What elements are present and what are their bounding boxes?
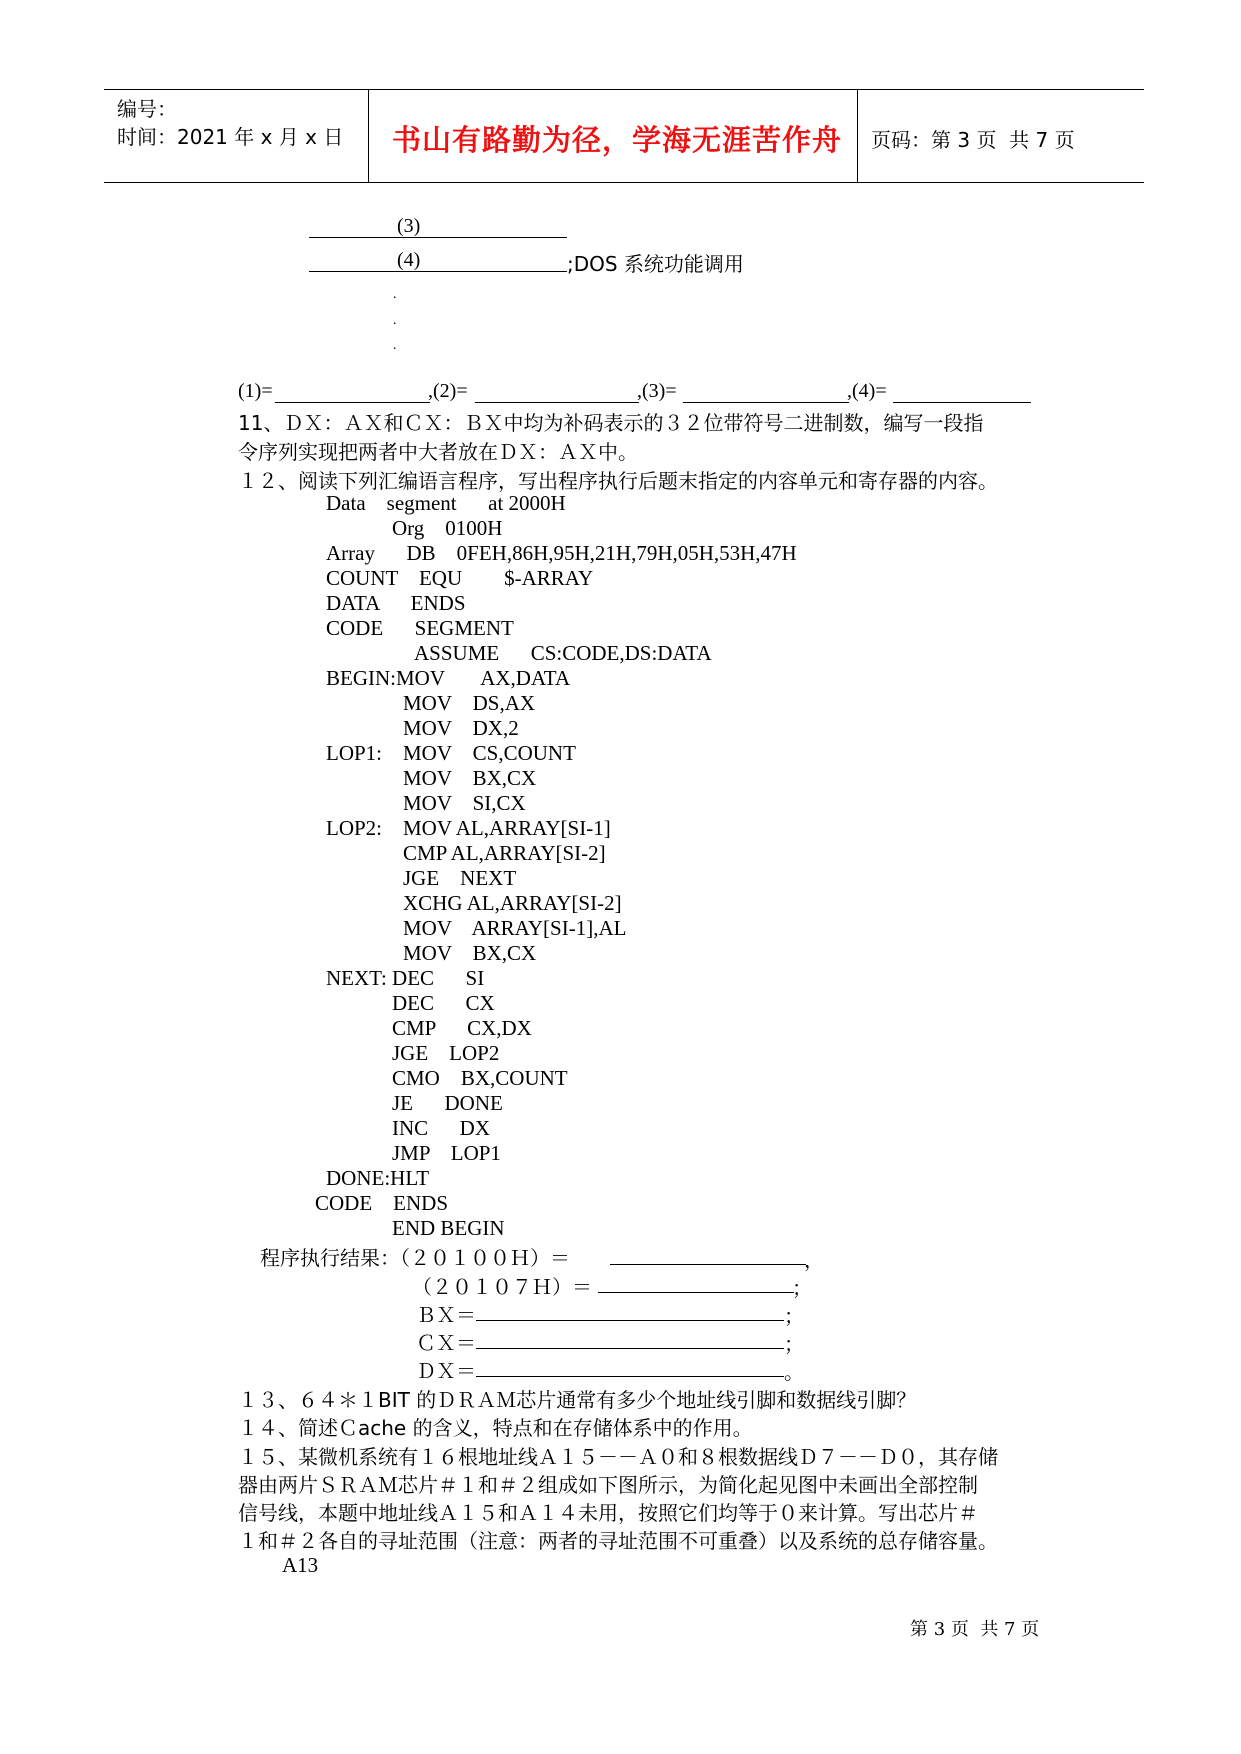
q12-intro: １２、阅读下列汇编语言程序，写出程序执行后题末指定的内容单元和寄存器的内容。 — [238, 469, 998, 493]
q15-line3: 信号线，本题中地址线Ａ１５和Ａ１４未用，按照它们均等于０来计算。写出芯片＃ — [238, 1501, 978, 1525]
code-line: DATA ENDS — [326, 591, 466, 615]
result-dx-label: ＤＸ＝ — [416, 1359, 476, 1383]
code-line: MOV SI,CX — [403, 791, 526, 815]
fill-comment-4: ;DOS 系统功能调用 — [567, 252, 744, 276]
result-bx-end: ； — [784, 1304, 804, 1328]
result-label: 程序执行结果：（２０１００Ｈ）＝ — [260, 1246, 570, 1270]
result-cx-label: ＣＸ＝ — [416, 1331, 476, 1355]
fill-label-3: (3) — [397, 215, 421, 237]
code-line: BEGIN:MOV AX,DATA — [326, 666, 571, 690]
blank-line-3 — [309, 237, 567, 238]
header-divider-left — [368, 89, 369, 183]
answer-label-1: (1)= — [238, 380, 273, 402]
q15-diagram-a13: A13 — [282, 1553, 319, 1577]
code-line: ASSUME CS:CODE,DS:DATA — [414, 641, 712, 665]
result-blank-cx — [476, 1348, 784, 1349]
result-20107h-label: （２０１０７Ｈ）＝ — [412, 1275, 592, 1299]
answer-label-3: ,(3)= — [637, 380, 677, 402]
code-line: Data segment at 2000H — [326, 491, 566, 515]
answer-label-4: ,(4)= — [847, 380, 887, 402]
q11-line2: 令序列实现把两者中大者放在ＤＸ：ＡＸ中。 — [238, 440, 638, 464]
blank-line-4 — [309, 271, 567, 272]
code-line: Org 0100H — [392, 516, 503, 540]
answer-label-2: ,(2)= — [428, 380, 468, 402]
result-bx-label: ＢＸ＝ — [416, 1303, 476, 1327]
ellipsis-dot: . — [393, 287, 397, 302]
q15-line1: １５、某微机系统有１６根地址线Ａ１５－－Ａ０和８根数据线Ｄ７－－Ｄ０，其存储 — [238, 1445, 998, 1469]
header-number-label: 编号： — [117, 97, 177, 121]
code-line: DEC CX — [392, 991, 495, 1015]
header-page-info: 页码：第 3 页 共 7 页 — [871, 128, 1075, 152]
code-line: CMO BX,COUNT — [392, 1066, 568, 1090]
fill-label-4: (4) — [397, 249, 421, 271]
code-line: MOV BX,CX — [403, 941, 537, 965]
answer-blank-3 — [683, 402, 849, 403]
page-footer: 第 3 页 共 7 页 — [910, 1619, 1040, 1640]
header-motto: 书山有路勤为径，学海无涯苦作舟 — [392, 123, 843, 157]
code-line: XCHG AL,ARRAY[SI-2] — [403, 891, 622, 915]
code-line: JE DONE — [392, 1091, 503, 1115]
code-line: JGE LOP2 — [392, 1041, 500, 1065]
code-line: DONE:HLT — [326, 1166, 430, 1190]
result-20107h-end: ； — [792, 1276, 812, 1300]
code-line: NEXT: DEC SI — [326, 966, 485, 990]
answer-blank-1 — [275, 402, 430, 403]
code-line: COUNT EQU $-ARRAY — [326, 566, 594, 590]
result-comma: ， — [804, 1248, 824, 1272]
ellipsis-dot: . — [393, 338, 397, 353]
q14: １４、简述Ｃache 的含义，特点和在存储体系中的作用。 — [238, 1416, 753, 1440]
result-dx-end: 。 — [784, 1360, 804, 1384]
code-line: CODE SEGMENT — [326, 616, 514, 640]
code-line: Array DB 0FEH,86H,95H,21H,79H,05H,53H,47H — [326, 541, 797, 565]
q15-line4: １和＃２各自的寻址范围（注意：两者的寻址范围不可重叠）以及系统的总存储容量。 — [238, 1529, 998, 1553]
code-line: MOV DX,2 — [403, 716, 519, 740]
header-time-label: 时间：2021 年 x 月 x 日 — [117, 125, 344, 149]
result-blank-20100h — [610, 1264, 806, 1265]
result-blank-20107h — [598, 1292, 794, 1293]
code-line: INC DX — [392, 1116, 490, 1140]
code-line: MOV ARRAY[SI-1],AL — [403, 916, 627, 940]
code-line: MOV DS,AX — [403, 691, 536, 715]
q13: １３、６４＊１BIT 的ＤＲＡＭ芯片通常有多少个地址线引脚和数据线引脚？ — [238, 1388, 917, 1412]
header-divider-right — [857, 89, 858, 183]
code-line: MOV BX,CX — [403, 766, 537, 790]
code-line: END BEGIN — [392, 1216, 505, 1240]
q15-line2: 器由两片ＳＲＡＭ芯片＃１和＃２组成如下图所示，为简化起见图中未画出全部控制 — [238, 1473, 978, 1497]
header-bottom-border — [104, 182, 1144, 183]
result-blank-dx — [476, 1376, 784, 1377]
code-line: JMP LOP1 — [392, 1141, 501, 1165]
answer-blank-4 — [893, 402, 1031, 403]
q11-line1: 11、ＤＸ：ＡＸ和ＣＸ：ＢＸ中均为补码表示的３２位带符号二进制数，编写一段指 — [238, 411, 984, 435]
header-top-border — [104, 89, 1144, 90]
code-line: LOP1: MOV CS,COUNT — [326, 741, 576, 765]
code-line: CODE ENDS — [315, 1191, 449, 1215]
code-line: CMP CX,DX — [392, 1016, 532, 1040]
answer-blank-2 — [475, 402, 639, 403]
code-line: LOP2: MOV AL,ARRAY[SI-1] — [326, 816, 611, 840]
result-blank-bx — [476, 1320, 784, 1321]
code-line: JGE NEXT — [403, 866, 517, 890]
ellipsis-dot: . — [393, 313, 397, 328]
code-line: CMP AL,ARRAY[SI-2] — [403, 841, 606, 865]
result-cx-end: ； — [784, 1332, 804, 1356]
